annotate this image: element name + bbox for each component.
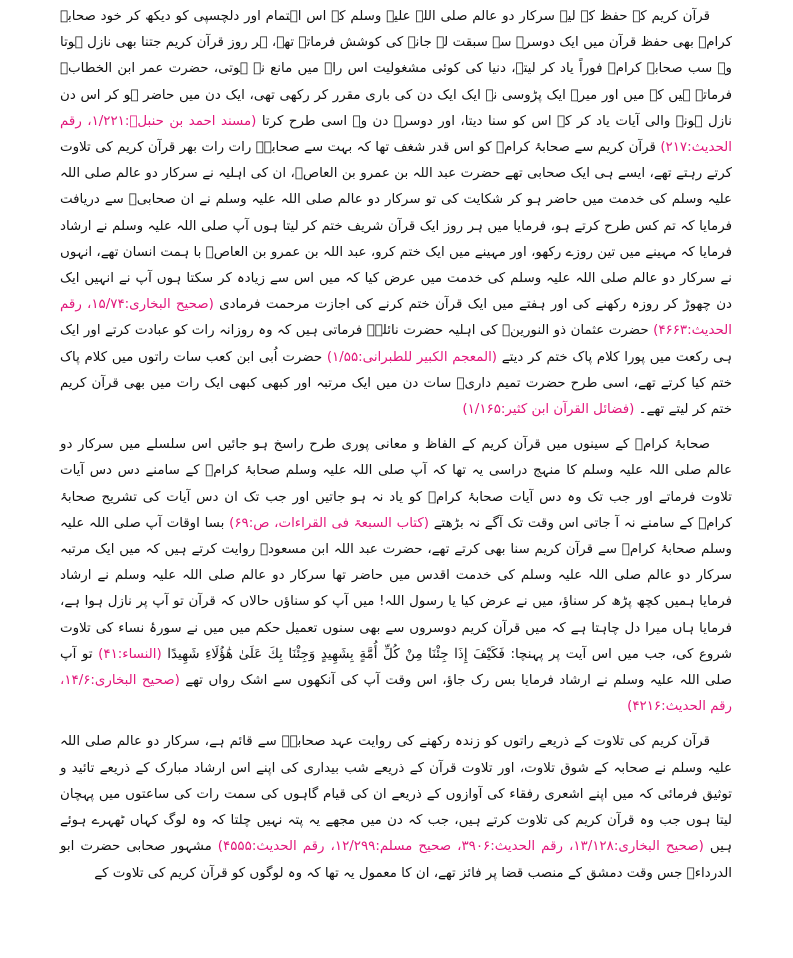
citation: (فضائل القرآن ابن کثیر:۱/۱۶۵) — [462, 402, 639, 418]
paragraph-3 — [60, 729, 732, 886]
document-body — [60, 4, 732, 896]
body-text: مشہور صحابی حضرت ابو الدرداءؓ جس وقت دمشق کے منصب قضا پر فائز تھے، ان کا معمول یہ تھا کہ وہ لوگوں کو قرآن کریم کی تلاوت کے — [60, 839, 732, 881]
body-text: قرآن کریم کی تلاوت کے ذریعے راتوں کو زندہ رکھنے کی روایت عہد صحابہؓ سے قائم ہے، سرکار دو عالم صلی اللہ علیہ وسلم نے صحابہ کے شوق تلاوت، اور تلاوت قرآن کے ذریعے شب بیداری کی اپنے اس ارشاد مبارک کے ذریعے تائید و توثیق فرمائی کہ میں اپنے اشعری رفقاء کی آوازوں کے ذریعے ان کی قیام گاہوں کی سمت رات کی ساعتوں میں پہچان لیتا ہوں جب وہ قرآن کریم کی تلاوت کرتے ہیں، جب کہ دن میں مجھے یہ پتہ نہیں چلتا کہ وہ لوگ کہاں ٹھہرے ہوئے ہیں — [60, 734, 732, 855]
body-text: تو آپ صلی اللہ علیہ وسلم نے ارشاد فرمایا بس رک جاؤ، اس وقت آپ کی آنکھوں سے اشک رواں تھے — [60, 646, 732, 689]
citation: (النساء:۴۱) — [92, 646, 168, 662]
quran-verse: فَكَيْفَ إِذَا جِئْنَا مِنْ كُلِّ أُمَّةٍ بِشَهِيدٍ وَجِئْنَا بِكَ عَلَىٰ هَٰؤُلَاءِ شَهِيدًا — [167, 646, 505, 662]
citation: (مسند احمد بن حنبلؒ:۱/۲۲۱، رقم الحدیث:۲۱۷) — [60, 113, 732, 156]
body-text: حضرت عثمان ذو النورینؓ کی اہلیہ حضرت نائلہؓ فرماتی ہیں کہ وہ روزانہ رات کو عبادت کرتے اور ایک ہی رکعت میں پورا کلام پاک ختم کر دیتے — [60, 323, 733, 365]
paragraph-2 — [60, 432, 732, 720]
body-text: صحابۂ کرامؓ کے سینوں میں قرآن کریم کے الفاظ و معانی پوری طرح راسخ ہو جائیں اس سلسلے میں سرکار دو عالم صلی اللہ علیہ وسلم کا منہج دراسی یہ تھا کہ آپ صلی اللہ علیہ وسلم صحابۂ کرامؓ کے سامنے دس دس آیات تلاوت فرماتے اور جب تک وہ دس آیات صحابۂ کرامؓ کو یاد نہ ہو جاتیں اور جب تک ان دس آیات کی تشریح صحابۂ کرامؓ کے سامنے نہ آ جاتی اس وقت تک آگے نہ بڑھتے — [60, 437, 733, 531]
paragraph-1 — [60, 4, 732, 423]
body-text: حضرت اُبی ابن کعب سات راتوں میں کلام پاک ختم کیا کرتے تھے، اسی طرح حضرت تمیم داریؓ سات دن میں ایک مرتبہ اور کبھی کبھی ایک رات میں بھی قرآن کریم ختم کر لیتے تھے۔ — [60, 349, 732, 418]
body-text: قرآن کریم سے صحابۂ کرامؓ کو اس قدر شغف تھا کہ بہت سے صحابہؓ رات رات بھر قرآن کریم کی تلاوت کرتے رہتے تھے، ایسے ہی ایک صحابی تھے حضرت عبد اللہ بن عمرو بن العاصؓ، ان کی اہلیہ نے سرکار دو عالم صلی اللہ علیہ وسلم کی خدمت میں حاضر ہو کر شکایت کی تو سرکار دو عالم صلی اللہ علیہ وسلم نے ان صحابیؓ سے دریافت فرمایا کہ تم کس طرح کرتے ہو، فرمایا میں ہر روز ایک قرآن شریف ختم کر لیتا ہوں آپ صلی اللہ علیہ وسلم نے ارشاد فرمایا کہ مہینے میں تین روزے رکھو، اور مہینے میں ایک ختم کرو، عبد اللہ بن عمرو بن العاصؓ با ہمت انسان تھے، انہوں نے سرکار دو عالم صلی اللہ علیہ وسلم کی خدمت میں عرض کیا کہ میں اس سے زیادہ کر سکتا ہوں آپ نے انہیں ایک دن چھوڑ کر روزہ رکھنے کی اور ہفتے میں ایک قرآن ختم کرنے کی اجازت مرحمت فرمادی — [60, 140, 732, 313]
body-text: بسا اوقات آپ صلی اللہ علیہ وسلم صحابۂ کرامؓ سے قرآن کریم سنا بھی کرتے تھے، حضرت عبد اللہ ابن مسعودؓ روایت کرتے ہیں کہ میں ایک مرتبہ سرکار دو عالم صلی اللہ علیہ وسلم کی خدمت اقدس میں حاضر تھا سرکار دو عالم صلی اللہ علیہ وسلم نے ارشاد فرمایا ہمیں کچھ پڑھ کر سناؤ، میں نے عرض کیا یا رسول اللہ! میں آپ کو سناؤں حالاں کہ قرآن تو آپ پر نازل ہوا ہے، فرمایا ہاں میرا دل چاہتا ہے کہ میں قرآن کریم دوسروں سے بھی سنوں تعمیل حکم میں میں نے سورۂ نساء کی تلاوت شروع کی، جب میں اس آیت پر پہنچا: — [60, 515, 733, 662]
citation: (صحیح البخاری:۱۵/۷۴، رقم الحدیث:۴۶۶۳) — [60, 297, 732, 339]
citation: (صحیح البخاری:۱۳/۱۲۸، رقم الحدیث:۳۹۰۶، صحیح مسلم:۱۲/۲۹۹، رقم الحدیث:۴۵۵۵) — [211, 839, 710, 855]
citation: (المعجم الکبیر للطبرانی:۱/۵۵) — [322, 349, 502, 365]
citation: (کتاب السبعۃ فی القراءات، ص:۶۹) — [224, 515, 434, 531]
citation: (صحیح البخاری:۱۴/۶، رقم الحدیث:۴۲۱۶) — [60, 673, 732, 715]
body-text: قرآن کریم کے حفظ کے لیے سرکار دو عالم صلی اللہ علیہ وسلم کے اس اہتمام اور دلچسپی کو دیکھ کر خود صحابۂ کرامؓ بھی حفظ قرآن میں ایک دوسرے سے سبقت لے جانے کی کوشش فرماتے تھے، ہر روز قرآن کریم جتنا بھی نازل ہوتا وہ سب صحابۂ کرامؓ فوراً یاد کر لیتے، دنیا کی کوئی مشغولیت اس راہ میں مانع نہ ہوتی، حضرت عمر ابن الخطابؓ فرماتے ہیں کہ میں اور میرے ایک پڑوسی نے ایک ایک دن کی باری مقرر کر رکھی تھی، ایک دن میں حاضر ہو کر اس دن نازل ہونے والی آیات یاد کر کے اس کو سنا دیتا، اور دوسرے دن وہ اسی طرح کرتا — [60, 9, 732, 129]
